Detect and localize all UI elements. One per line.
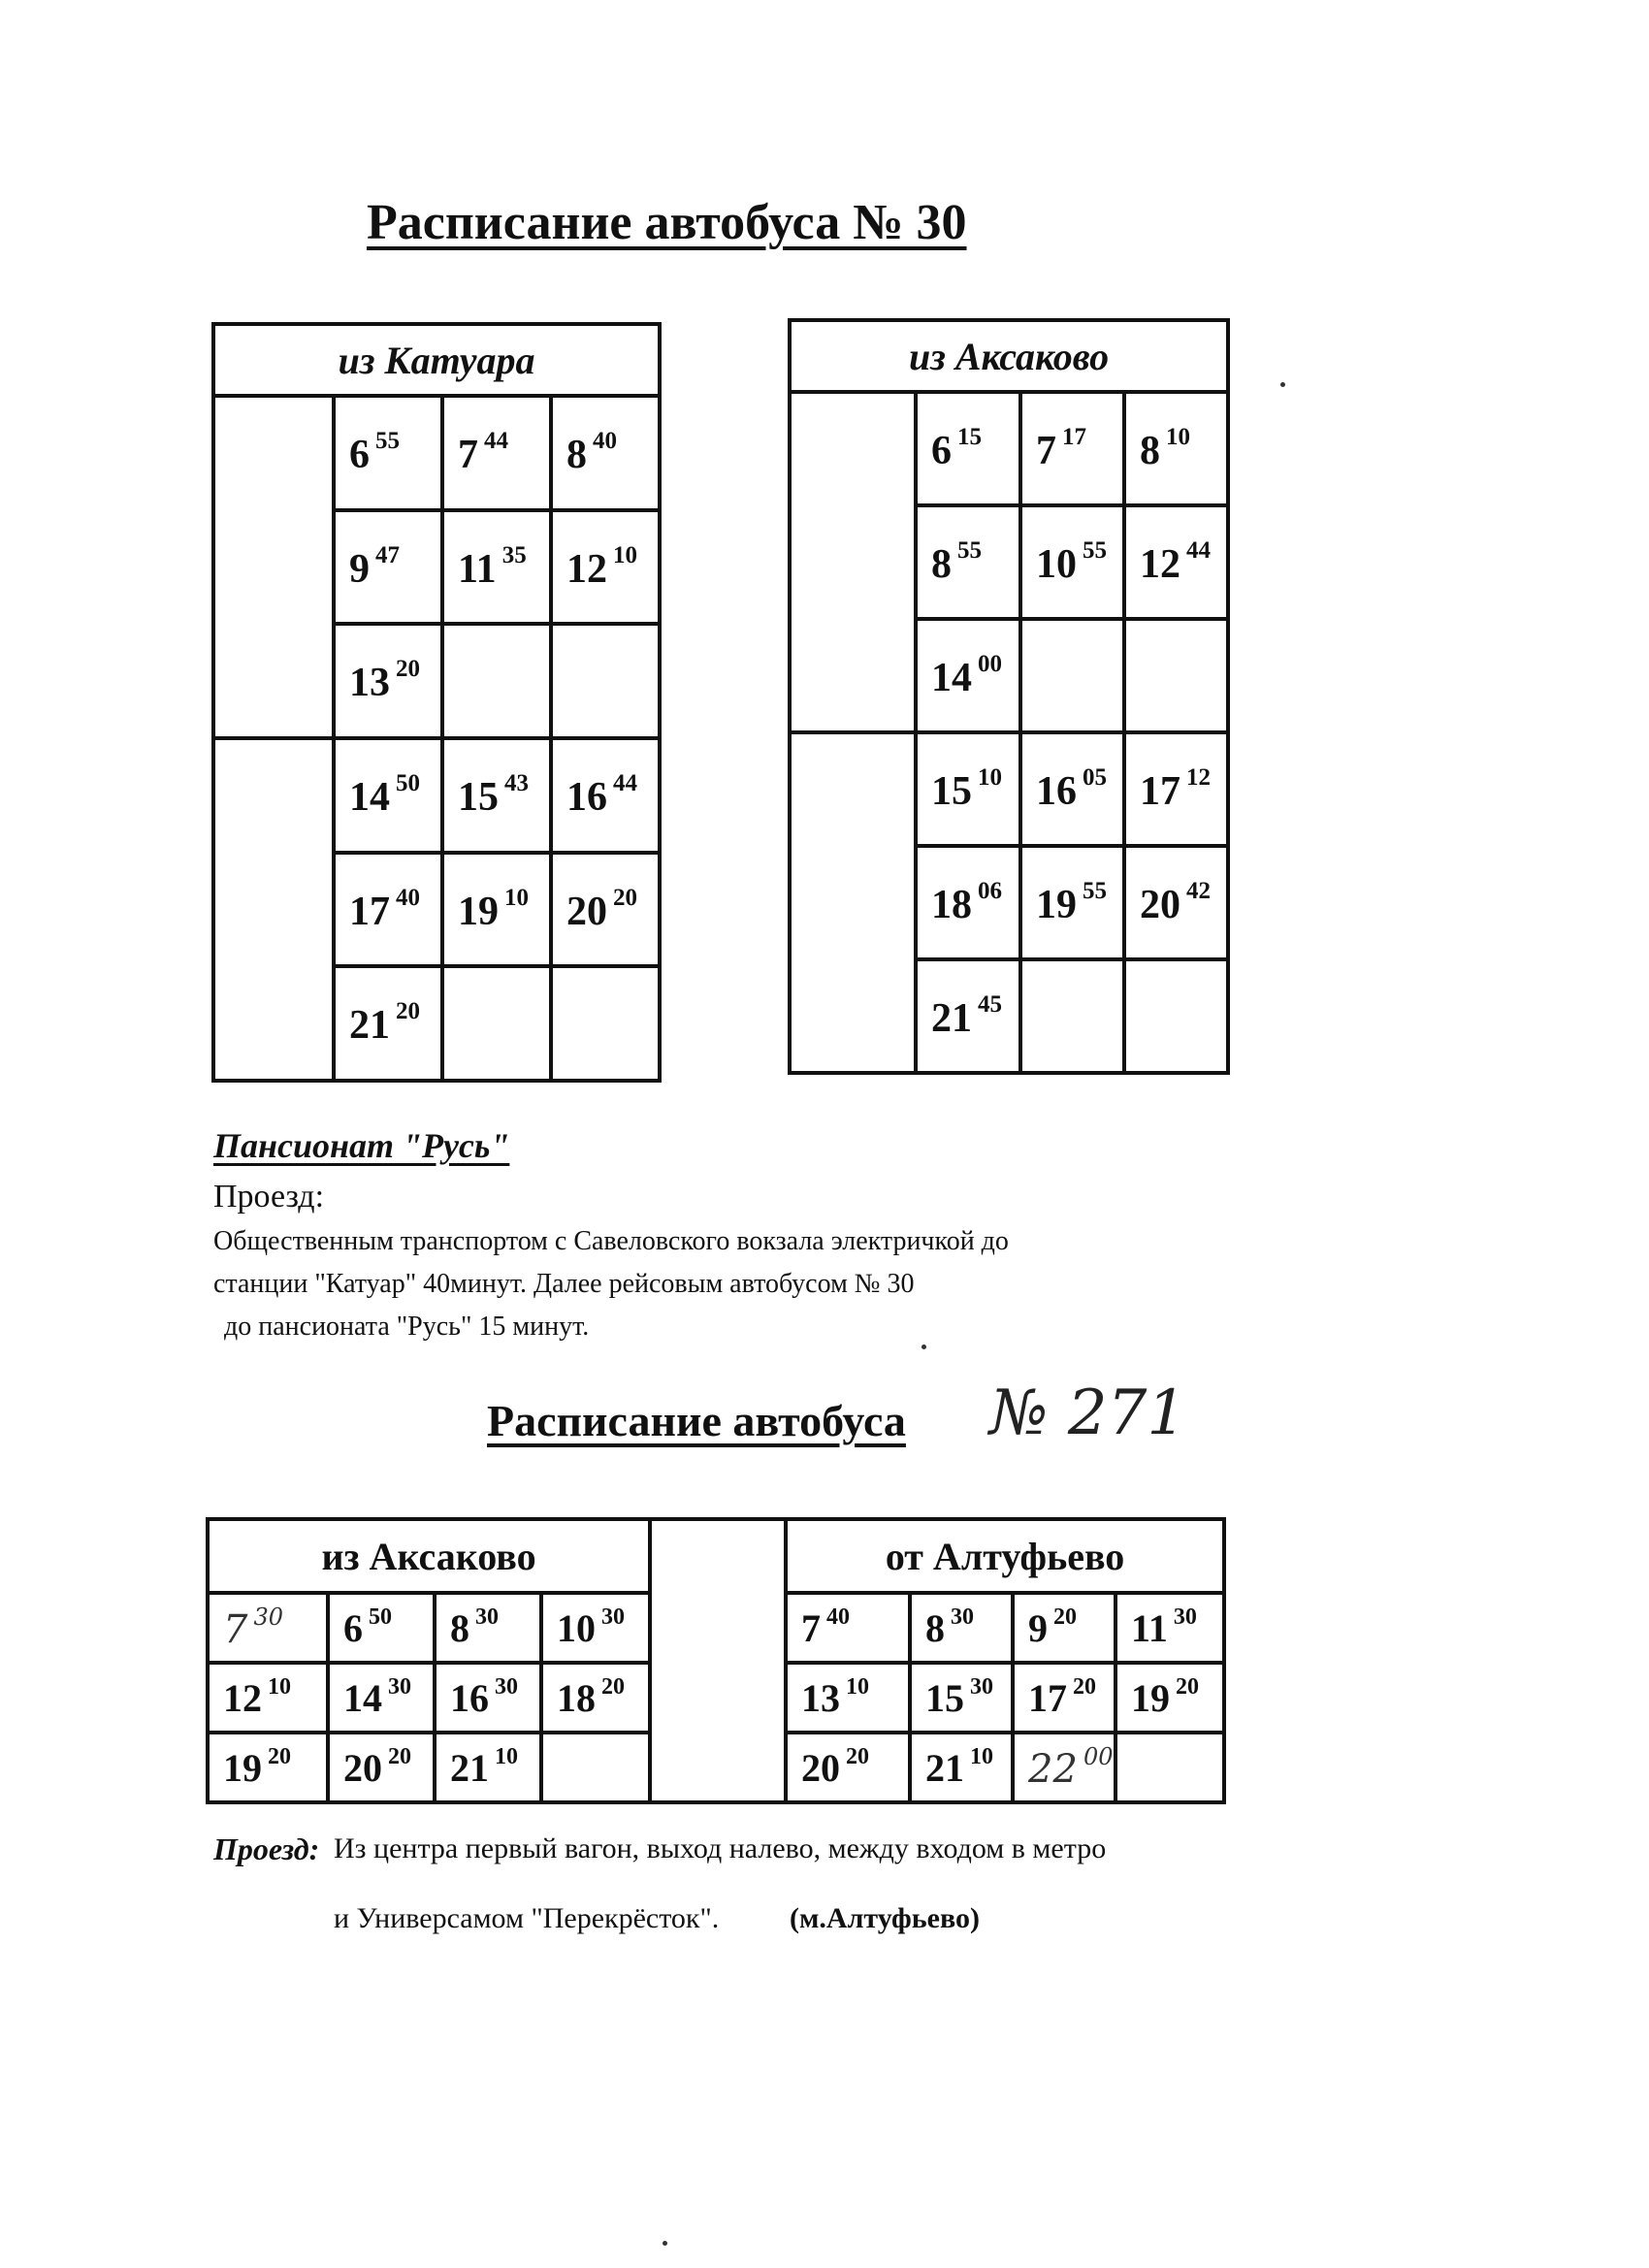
departure-time — [444, 885, 529, 935]
departure-time — [210, 1744, 291, 1791]
time-cell — [541, 1733, 650, 1802]
hour: 7 — [223, 1607, 248, 1652]
minutes: 20 — [396, 998, 420, 1024]
time-cell — [1124, 732, 1228, 846]
minutes: 44 — [484, 428, 508, 454]
table-header-from-aksakovo: из Аксаково — [208, 1519, 650, 1593]
time-cell — [910, 1593, 1013, 1663]
minutes: 10 — [495, 1744, 518, 1769]
time-cell — [1013, 1733, 1116, 1802]
time-cell — [1020, 846, 1124, 959]
time-cell — [328, 1663, 435, 1733]
departure-time — [1015, 1604, 1077, 1651]
departure-time — [912, 1604, 974, 1651]
departure-time — [788, 1604, 850, 1651]
time-cell — [910, 1733, 1013, 1802]
departure-time — [336, 428, 400, 478]
departure-time — [918, 537, 982, 588]
table-gap — [650, 1519, 786, 1802]
hour: 6 — [931, 428, 952, 473]
time-cell — [334, 624, 442, 738]
hour: 14 — [931, 655, 972, 700]
hour: 18 — [931, 882, 972, 927]
hour: 8 — [566, 433, 587, 477]
minutes: 20 — [1176, 1674, 1200, 1700]
hour: 19 — [223, 1746, 262, 1790]
minutes: 30 — [951, 1604, 975, 1630]
departure-time — [1126, 537, 1211, 588]
time-cell — [551, 510, 660, 624]
travel-line-2: станции "Катуар" 40минут. Далее рейсовым автобусом № 30 — [213, 1269, 915, 1299]
time-cell — [1020, 732, 1124, 846]
departure-time — [444, 770, 529, 821]
time-cell — [1124, 619, 1228, 732]
minutes: 45 — [978, 990, 1002, 1018]
minutes: 30 — [495, 1674, 518, 1700]
time-cell — [435, 1593, 541, 1663]
departure-time — [210, 1604, 283, 1652]
minutes: 20 — [1073, 1674, 1097, 1700]
departure-time — [918, 878, 1002, 928]
minutes: 30 — [601, 1604, 625, 1630]
minutes: 10 — [970, 1744, 994, 1769]
hour: 15 — [458, 775, 499, 820]
minutes: 20 — [613, 884, 637, 911]
minutes: 40 — [826, 1604, 851, 1630]
minutes: 20 — [846, 1744, 870, 1769]
time-cell — [786, 1733, 910, 1802]
schedule-table-from-katuar — [211, 322, 662, 1083]
time-cell — [334, 738, 442, 853]
hour: 6 — [343, 1606, 363, 1650]
departure-time — [1022, 424, 1086, 474]
travel-line-1: Общественным транспортом с Савеловского вокзала электричкой до — [213, 1226, 1009, 1256]
hour: 10 — [557, 1606, 596, 1650]
time-cell — [1116, 1593, 1224, 1663]
departure-time — [336, 656, 420, 706]
time-cell — [208, 1593, 328, 1663]
hour: 22 — [1028, 1747, 1078, 1792]
hour: 20 — [801, 1746, 841, 1790]
departure-time — [436, 1674, 518, 1721]
hour: 21 — [931, 995, 972, 1041]
hour: 16 — [450, 1676, 489, 1720]
hour: 19 — [458, 889, 499, 934]
departure-time — [1015, 1743, 1113, 1792]
handwritten-route-number: № 271 — [989, 1377, 1187, 1449]
hour: 12 — [1140, 541, 1180, 587]
time-cell — [442, 966, 551, 1081]
minutes: 50 — [369, 1604, 392, 1630]
minutes: 10 — [504, 884, 529, 911]
hour: 8 — [931, 541, 952, 587]
departure-time — [912, 1744, 993, 1791]
departure-time — [336, 770, 420, 821]
speck — [663, 2241, 667, 2246]
hour: 10 — [1036, 541, 1077, 587]
departure-time — [918, 651, 1002, 701]
time-cell — [442, 738, 551, 853]
time-cell — [1013, 1663, 1116, 1733]
minutes: 44 — [613, 770, 637, 796]
minutes: 30 — [388, 1674, 411, 1700]
minutes: 55 — [957, 536, 982, 564]
departure-time — [553, 770, 637, 821]
time-cell — [1013, 1593, 1116, 1663]
travel-label: Проезд: — [213, 1179, 325, 1215]
hour: 17 — [1140, 768, 1180, 814]
time-cell — [541, 1663, 650, 1733]
time-cell — [916, 619, 1020, 732]
time-cell — [1116, 1663, 1224, 1733]
departure-time — [336, 885, 420, 935]
minutes: 05 — [1083, 763, 1107, 791]
hour: 8 — [1140, 428, 1160, 473]
footer-line-1: Из центра первый вагон, выход налево, между входом в метро — [334, 1832, 1107, 1864]
time-cell — [786, 1593, 910, 1663]
minutes: 20 — [388, 1744, 411, 1769]
page-title: Расписание автобуса № 30 — [367, 195, 967, 250]
hour: 16 — [1036, 768, 1077, 814]
minutes: 30 — [1173, 1604, 1197, 1630]
hour: 11 — [458, 546, 497, 592]
time-cell — [916, 505, 1020, 619]
departure-time — [553, 885, 637, 935]
time-cell — [334, 853, 442, 966]
minutes: 30 — [970, 1674, 994, 1700]
departure-time — [543, 1604, 625, 1651]
minutes: 50 — [396, 770, 420, 796]
minutes: 30 — [475, 1604, 499, 1630]
minutes: 10 — [613, 541, 637, 568]
hour: 20 — [343, 1746, 382, 1790]
minutes: 00 — [978, 650, 1002, 677]
hour: 9 — [349, 546, 370, 592]
departure-time — [1117, 1674, 1199, 1721]
time-cell — [551, 396, 660, 510]
minutes: 10 — [268, 1674, 291, 1700]
time-cell — [551, 624, 660, 738]
hour: 6 — [349, 433, 370, 477]
minutes: 42 — [1186, 877, 1211, 904]
departure-time — [918, 764, 1002, 815]
departure-time — [436, 1744, 518, 1791]
departure-time — [1126, 424, 1190, 474]
minutes: 00 — [1083, 1743, 1114, 1770]
hour: 15 — [925, 1676, 965, 1720]
time-cell — [551, 966, 660, 1081]
minutes: 55 — [375, 428, 400, 454]
minutes: 10 — [978, 763, 1002, 791]
time-cell — [328, 1593, 435, 1663]
time-cell — [541, 1593, 650, 1663]
table-header: из Аксаково — [790, 320, 1228, 392]
departure-time — [1022, 878, 1107, 928]
hour: 18 — [557, 1676, 596, 1720]
hour: 13 — [801, 1676, 841, 1720]
time-cell — [1020, 959, 1124, 1073]
time-cell — [1124, 959, 1228, 1073]
footer-station: (м.Алтуфьево) — [790, 1902, 980, 1934]
hour: 20 — [566, 889, 607, 934]
departure-time — [436, 1604, 499, 1651]
departure-time — [330, 1674, 411, 1721]
schedule-table-from-aksakovo — [788, 318, 1230, 1075]
time-cell — [916, 846, 1020, 959]
time-cell — [1124, 505, 1228, 619]
hour: 20 — [1140, 882, 1180, 927]
minutes: 44 — [1186, 536, 1211, 564]
minutes: 20 — [1053, 1604, 1078, 1630]
minutes: 55 — [1083, 536, 1107, 564]
hour: 7 — [801, 1606, 822, 1650]
time-cell — [442, 853, 551, 966]
hour: 21 — [349, 1003, 390, 1048]
footer-travel-label: Проезд: — [213, 1831, 320, 1866]
group-label-cell — [790, 392, 916, 732]
time-cell — [442, 510, 551, 624]
minutes: 30 — [253, 1604, 283, 1631]
time-cell — [916, 959, 1020, 1073]
time-cell — [1124, 846, 1228, 959]
time-cell — [1020, 505, 1124, 619]
hour: 15 — [931, 768, 972, 814]
minutes: 43 — [504, 770, 529, 796]
departure-time — [1022, 537, 1107, 588]
table-header-from-altufyevo: от Алтуфьево — [786, 1519, 1224, 1593]
departure-time — [336, 542, 400, 593]
departure-time — [1015, 1674, 1096, 1721]
minutes: 06 — [978, 877, 1002, 904]
departure-time — [918, 424, 982, 474]
minutes: 10 — [1166, 423, 1190, 450]
departure-time — [444, 428, 508, 478]
hour: 21 — [450, 1746, 489, 1790]
hour: 11 — [1131, 1606, 1168, 1650]
hour: 9 — [1028, 1606, 1049, 1650]
departure-time — [336, 998, 420, 1049]
minutes: 40 — [593, 428, 617, 454]
departure-time — [330, 1604, 392, 1651]
time-cell — [208, 1663, 328, 1733]
minutes: 12 — [1186, 763, 1211, 791]
hour: 14 — [349, 775, 390, 820]
hour: 21 — [925, 1746, 965, 1790]
departure-time — [1126, 878, 1211, 928]
minutes: 10 — [846, 1674, 870, 1700]
bus-271-title: Расписание автобуса — [487, 1396, 906, 1445]
hour: 7 — [1036, 428, 1056, 473]
minutes: 15 — [957, 423, 982, 450]
group-label-cell — [213, 738, 334, 1081]
travel-line-3: до пансионата "Русь" 15 минут. — [217, 1312, 590, 1342]
hour: 19 — [1036, 882, 1077, 927]
departure-time — [330, 1744, 411, 1791]
hour: 19 — [1131, 1676, 1171, 1720]
time-cell — [910, 1663, 1013, 1733]
hour: 8 — [925, 1606, 946, 1650]
minutes: 55 — [1083, 877, 1107, 904]
hour: 8 — [450, 1606, 469, 1650]
departure-time — [210, 1674, 291, 1721]
hour: 12 — [566, 546, 607, 592]
minutes: 20 — [601, 1674, 625, 1700]
hour: 16 — [566, 775, 607, 820]
departure-time — [553, 542, 637, 593]
time-cell — [334, 966, 442, 1081]
minutes: 17 — [1062, 423, 1086, 450]
time-cell — [551, 738, 660, 853]
time-cell — [442, 396, 551, 510]
group-label-cell — [213, 396, 334, 738]
hour: 12 — [223, 1676, 262, 1720]
departure-time — [918, 991, 1002, 1042]
speck — [922, 1345, 926, 1349]
minutes: 20 — [268, 1744, 291, 1769]
hour: 7 — [458, 433, 478, 477]
hour: 14 — [343, 1676, 382, 1720]
departure-time — [788, 1674, 869, 1721]
time-cell — [435, 1663, 541, 1733]
time-cell — [916, 732, 1020, 846]
group-label-cell — [790, 732, 916, 1073]
minutes: 35 — [501, 541, 527, 568]
departure-time — [788, 1744, 869, 1791]
hour: 17 — [349, 889, 390, 934]
time-cell — [786, 1663, 910, 1733]
time-cell — [1124, 392, 1228, 505]
departure-time — [1117, 1604, 1197, 1651]
time-cell — [334, 396, 442, 510]
boarding-house-heading: Пансионат "Русь" — [213, 1126, 510, 1165]
time-cell — [208, 1733, 328, 1802]
minutes: 47 — [375, 541, 400, 568]
time-cell — [1116, 1733, 1224, 1802]
table-header: из Катуара — [213, 324, 660, 396]
departure-time — [1126, 764, 1211, 815]
time-cell — [1020, 392, 1124, 505]
schedule-table-271 — [206, 1517, 1226, 1804]
time-cell — [916, 392, 1020, 505]
hour: 17 — [1028, 1676, 1068, 1720]
footer-line-2: и Универсамом "Перекрёсток". — [334, 1902, 720, 1934]
time-cell — [442, 624, 551, 738]
departure-time — [553, 428, 617, 478]
time-cell — [328, 1733, 435, 1802]
departure-time — [444, 542, 527, 593]
minutes: 20 — [396, 656, 420, 682]
time-cell — [1020, 619, 1124, 732]
time-cell — [334, 510, 442, 624]
speck — [1280, 382, 1285, 387]
time-cell — [435, 1733, 541, 1802]
departure-time — [543, 1674, 625, 1721]
departure-time — [912, 1674, 993, 1721]
hour: 13 — [349, 661, 390, 705]
departure-time — [1022, 764, 1107, 815]
minutes: 40 — [396, 884, 420, 911]
time-cell — [551, 853, 660, 966]
